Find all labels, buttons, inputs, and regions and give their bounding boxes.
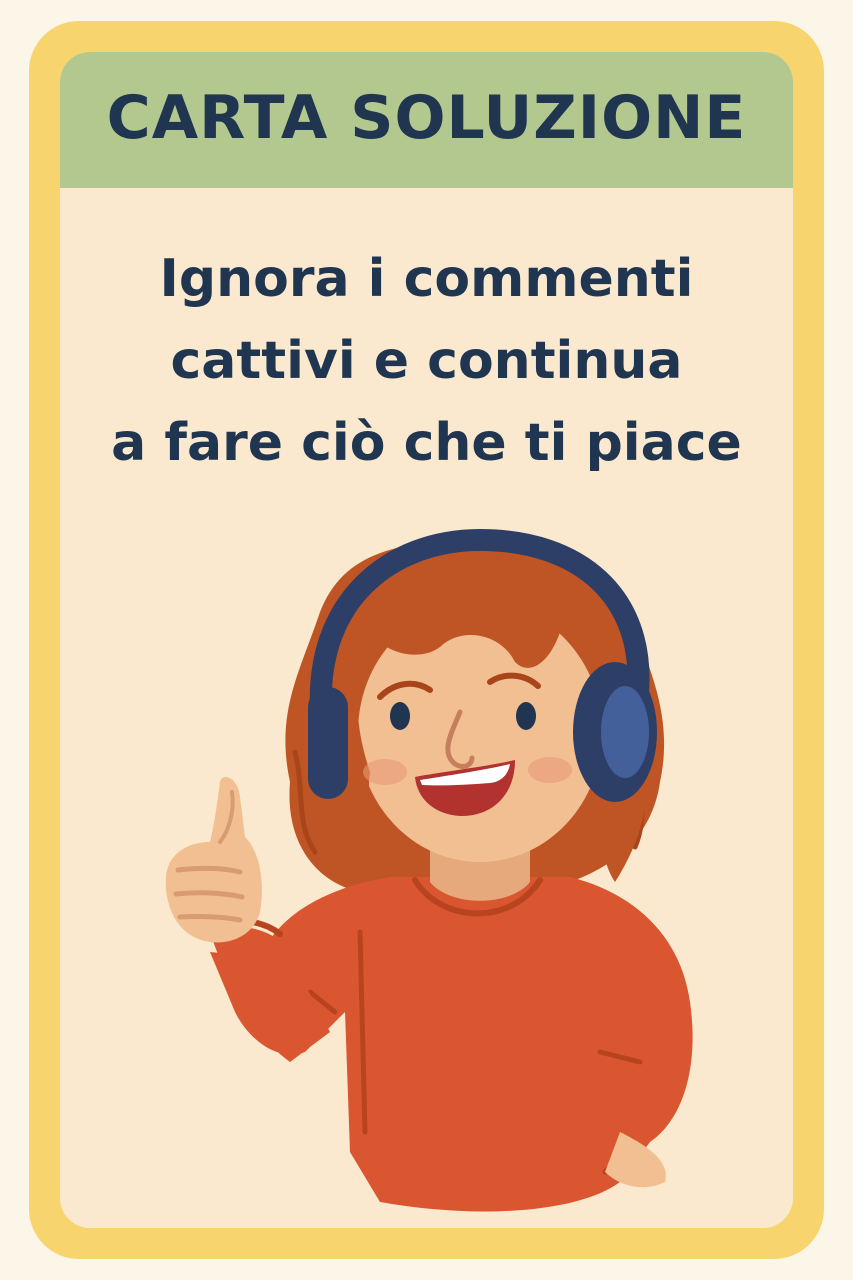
card (60, 52, 793, 1228)
girl-with-headphones-illustration (60, 52, 793, 1228)
message-line-2: cattivi e continua (170, 331, 683, 391)
cheek-right (528, 757, 572, 783)
eye-left (390, 702, 410, 730)
cheek-left (363, 759, 407, 785)
card-title: CARTA SOLUZIONE (106, 83, 747, 153)
headphones-left-cup (308, 687, 348, 799)
message-line-1: Ignora i commenti (159, 249, 694, 309)
headphones-right-cup-face (601, 686, 649, 778)
message-line-3: a fare ciò che ti piace (111, 413, 742, 473)
eye-right (516, 702, 536, 730)
card-border (29, 21, 824, 1259)
